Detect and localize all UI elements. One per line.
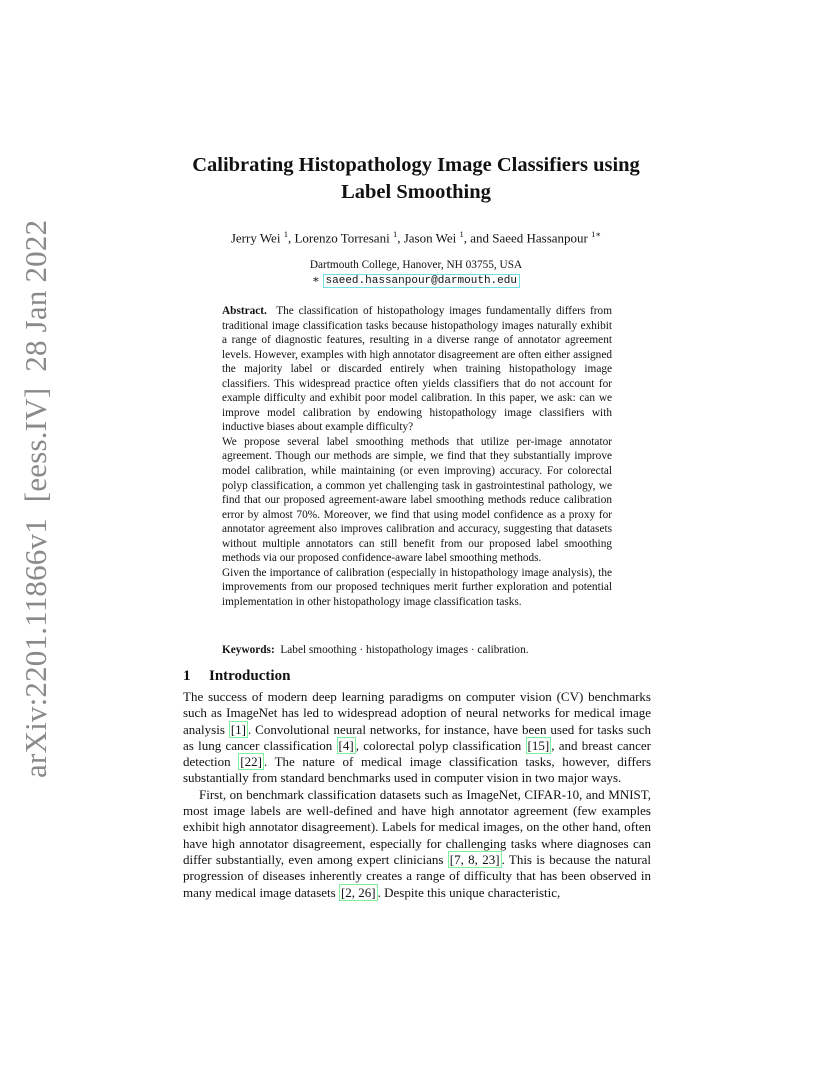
- citation-link[interactable]: [7, 8, 23]: [449, 851, 500, 867]
- section-heading: [183, 668, 290, 685]
- arxiv-sidebar: [14, 219, 54, 780]
- author-name: , Jason Wei: [397, 230, 457, 246]
- arxiv-identifier[interactable]: arXiv:2201.11866v1 [eess.IV] 28 Jan 2022: [18, 219, 53, 778]
- abstract: [222, 304, 612, 609]
- citation-link[interactable]: [4]: [338, 737, 354, 753]
- author-affiliation-mark: 1: [283, 229, 288, 239]
- citation-link[interactable]: [2, 26]: [340, 884, 376, 900]
- text-run: . Despite this unique characteristic,: [377, 884, 561, 900]
- abstract-label: Abstract.: [222, 305, 267, 317]
- author-name: Jerry Wei: [230, 230, 281, 246]
- author-affiliation-mark: 1: [459, 229, 464, 239]
- text-run: . Convolutional neural networks, for instance, have been used for tasks such as lung cancer classification: [183, 721, 651, 753]
- intro-paragraph-1: [183, 689, 651, 787]
- citation-link[interactable]: [22]: [240, 754, 262, 770]
- section-number: 1: [183, 668, 191, 684]
- text-run: , and breast cancer detection: [183, 737, 651, 770]
- author-list: [140, 229, 692, 246]
- text-run: . The nature of medical image classification tasks, however, differs substantially from standard benchmarks used in computer vision in two major ways.: [183, 754, 651, 786]
- citation-link[interactable]: [15]: [527, 737, 550, 753]
- keywords-label: Keywords:: [222, 644, 275, 656]
- affiliation-block: [140, 258, 692, 289]
- introduction-body: [183, 689, 651, 901]
- abstract-paragraph-3: Given the importance of calibration (especially in histopathology image analysis), the improvements from our proposed techniques merit further exploration and potential implementation in other histopathology image classification tasks.: [222, 566, 612, 608]
- affiliation: Dartmouth College, Hanover, NH 03755, USA: [309, 259, 523, 271]
- paper-title: [140, 152, 692, 206]
- author-name: , Lorenzo Torresani: [287, 230, 390, 246]
- abstract-paragraph-2: We propose several label smoothing methods that utilize per-image annotator agreement. Though our methods are simple, we find that they substantially improve model calibration, while maintaining (or even improving) accuracy. For colorectal polyp classification, a common yet challenging task in gastrointestinal pathology, we find that our proposed agreement-aware label smoothing methods reduce calibration error by almost 70%. Moreover, we find that using model confidence as a proxy for annotator agreement also improves calibration and accuracy, suggesting that datasets without multiple annotators can still benefit from our proposed label smoothing methods via our proposed confidence-aware label smoothing methods.: [222, 435, 612, 565]
- title-line-2: Label Smoothing: [341, 181, 491, 203]
- text-run: First, on benchmark classification datasets such as ImageNet, CIFAR-10, and MNIST, most image labels are well-defined and have high annotator agreement (few examples exhibit high annotator disagreement). Labels for medical images, on the other hand, often have high annotator disagreement, especially for challenging tasks where diagnoses can differ substantially, even among expert clinicians: [183, 786, 651, 867]
- text-run: The success of modern deep learning paradigms on computer vision (CV) benchmarks such as ImageNet has led to widespread adoption of neural networks for medical image analysis: [183, 689, 651, 737]
- title-line-1: Calibrating Histopathology Image Classifiers using: [192, 154, 640, 176]
- author-affiliation-mark: 1: [392, 229, 398, 239]
- abstract-text: The classification of histopathology images fundamentally differs from traditional image classification tasks because histopathology images naturally exhibit a range of diagnostic features, resulting in a diverse range of annotator agreement levels. However, examples with high annotator disagreement are often either assigned the majority label or discarded entirely when training histopathology image classifiers. This widespread practice often yields classifiers that do not account for example difficulty and exhibit poor model calibration. In this paper, we ask: can we improve model calibration by endowing histopathology image classifiers with inductive biases about example difficulty?: [222, 305, 612, 434]
- keywords: [222, 644, 612, 656]
- email-link[interactable]: saeed.hassanpour@darmouth.edu: [323, 274, 520, 288]
- author-affiliation-mark: 1∗: [591, 229, 602, 239]
- abstract-paragraph-1: [222, 304, 612, 435]
- text-run: , colorectal polyp classification: [355, 737, 526, 753]
- citation-link[interactable]: [1]: [230, 721, 246, 737]
- intro-paragraph-2: [183, 787, 651, 901]
- corresponding-mark: ∗: [312, 274, 320, 286]
- author-name: , and Saeed Hassanpour: [463, 230, 588, 246]
- text-run: . This is because the natural progression of diseases inherently creates a range of difficulty that has been observed in many medical image datasets: [183, 851, 651, 900]
- section-title: Introduction: [209, 668, 291, 684]
- keywords-text: Label smoothing · histopathology images · calibration.: [280, 644, 529, 656]
- email-line: [140, 273, 692, 289]
